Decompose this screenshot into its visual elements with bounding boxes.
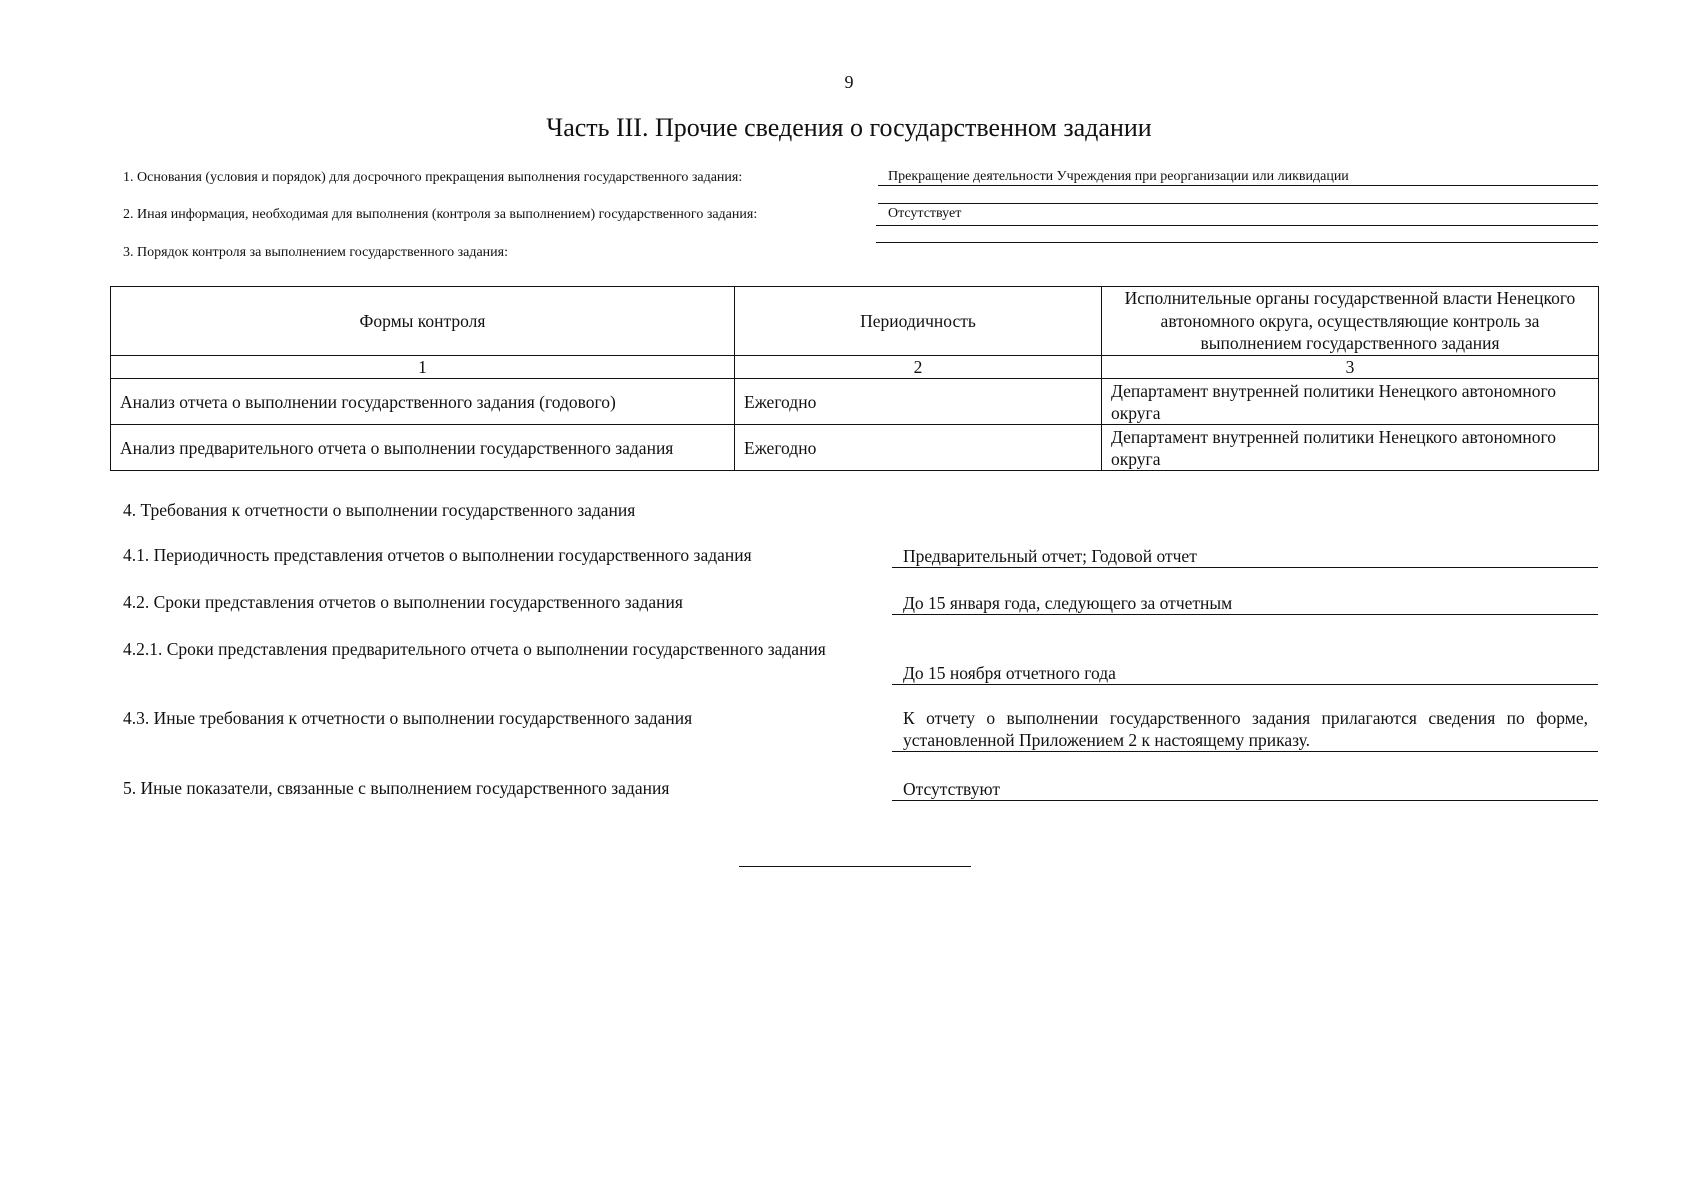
row-period: Ежегодно <box>735 379 1102 425</box>
section2-extra-line <box>876 242 1598 243</box>
closing-divider <box>739 866 971 867</box>
section1-value: Прекращение деятельности Учреждения при реорганизации или ликвидации <box>878 169 1598 186</box>
table-number-row <box>111 356 1599 379</box>
section2-underline <box>876 225 1598 226</box>
table-row <box>111 425 1599 471</box>
section1-label: 1. Основания (условия и порядок) для досрочного прекращения выполнения государственного задания: <box>123 170 743 185</box>
section2-value: Отсутствует <box>888 206 962 221</box>
row-organ: Департамент внутренней политики Ненецкого автономного округа <box>1102 379 1599 425</box>
col-number: 2 <box>735 356 1102 379</box>
section2-label: 2. Иная информация, необходимая для выполнения (контроля за выполнением) государственного задания: <box>123 207 758 222</box>
table-row <box>111 379 1599 425</box>
section5-label: 5. Иные показатели, связанные с выполнением государственного задания <box>123 778 670 798</box>
item-4-3-value: К отчету о выполнении государственного задания прилагаются сведения по форме, установленной Приложением 2 к настоящему приказу. <box>892 707 1598 752</box>
page-title: Часть III. Прочие сведения о государственном задании <box>546 113 1152 142</box>
table-header-row <box>111 287 1599 356</box>
section1-extra-line <box>878 203 1598 204</box>
item-4-1-value: Предварительный отчет; Годовой отчет <box>892 545 1598 568</box>
row-form: Анализ отчета о выполнении государственного задания (годового) <box>111 379 735 425</box>
item-4-2-value: До 15 января года, следующего за отчетным <box>892 592 1598 615</box>
section5-value: Отсутствуют <box>892 778 1598 801</box>
col-number: 1 <box>111 356 735 379</box>
section3-label: 3. Порядок контроля за выполнением государственного задания: <box>123 245 508 260</box>
section4-label: 4. Требования к отчетности о выполнении государственного задания <box>123 500 636 520</box>
header-periodicity: Периодичность <box>735 287 1102 356</box>
col-number: 3 <box>1102 356 1599 379</box>
row-period: Ежегодно <box>735 425 1102 471</box>
item-4-2-label: 4.2. Сроки представления отчетов о выполнении государственного задания <box>123 592 683 612</box>
item-4-3-label: 4.3. Иные требования к отчетности о выполнении государственного задания <box>123 708 693 728</box>
header-forms-control: Формы контроля <box>111 287 735 356</box>
control-table <box>110 286 1599 471</box>
row-organ: Департамент внутренней политики Ненецкого автономного округа <box>1102 425 1599 471</box>
item-4-2-1-value: До 15 ноября отчетного года <box>892 662 1598 685</box>
item-4-2-1-label: 4.2.1. Сроки представления предварительного отчета о выполнении государственного задания <box>123 639 826 659</box>
page-number: 9 <box>844 72 854 92</box>
item-4-1-label: 4.1. Периодичность представления отчетов о выполнении государственного задания <box>123 545 752 565</box>
row-form: Анализ предварительного отчета о выполнении государственного задания <box>111 425 735 471</box>
header-control-organs: Исполнительные органы государственной власти Ненецкого автономного округа, осуществляющие контроль за выполнением государственного задания <box>1102 287 1599 356</box>
